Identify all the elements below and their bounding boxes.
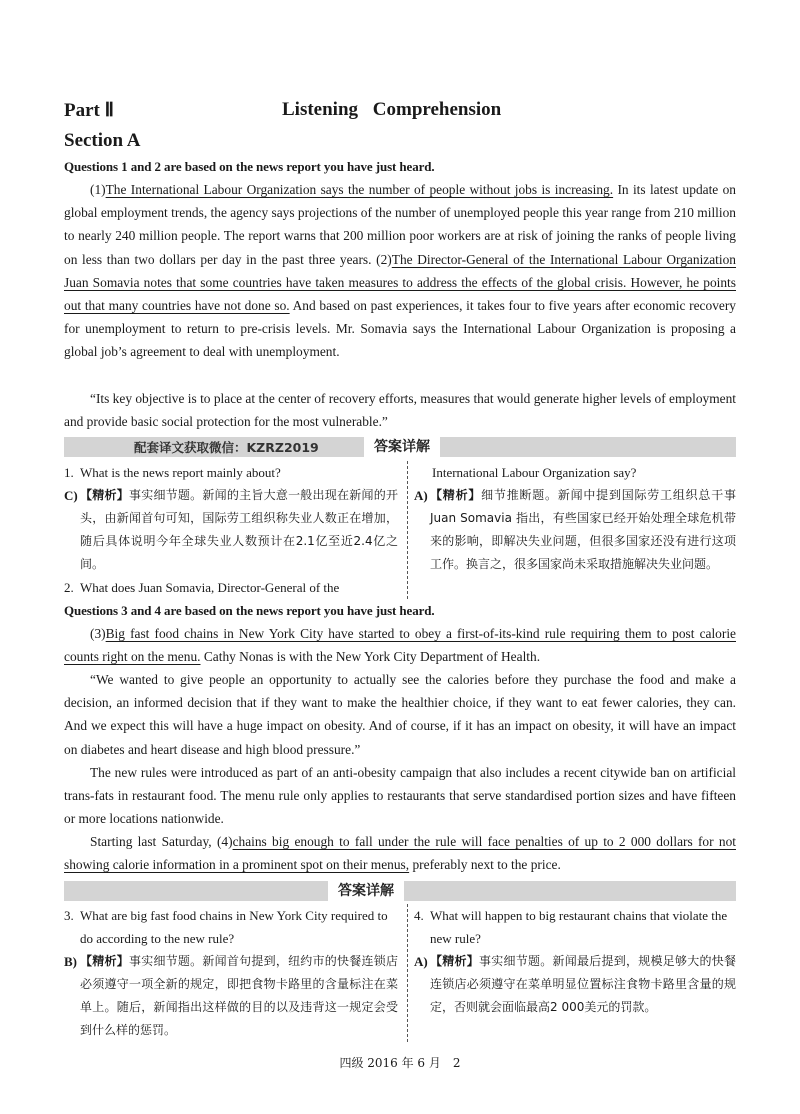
answers-1-left-column: [64, 461, 398, 599]
answer-3: [64, 950, 398, 1042]
news-report-1-paragraph: [64, 178, 736, 364]
answer-3-tag: 【精析】: [80, 954, 129, 968]
news-report-2-paragraph: [64, 622, 736, 668]
answer-2-tag: 【精析】: [430, 488, 482, 502]
marker-2: (2): [376, 251, 392, 267]
answer-3-text: 事实细节题。新闻首句提到，纽约市的快餐连锁店必须遵守一项全新的规定，即把食物卡路里的含量标注在菜单上。随后，新闻指出这样做的目的以及违背这一规定会受到什么样的惩罚。: [80, 954, 398, 1037]
answer-2: [414, 484, 736, 576]
marker-4: (4): [216, 834, 233, 849]
marker-1: (1): [90, 182, 106, 197]
key-sentence-3: Big fast food chains in New York City have started to obey a first-of-its-kind rule requiring them to post calorie counts right on the menu.: [64, 626, 736, 665]
key-sentence-1: The International Labour Organization says the number of people without jobs is increasing.: [105, 182, 614, 197]
report-1-text-a: In its latest update on global employment trends, the agency says projections of the number of unemployed people this year range from 210 million to nearly 240 million people. The report warns that 200 million poor workers are at risk of joining the ranks of people living on less than two dollars per day in the past three years.: [64, 182, 736, 267]
answers-1-right-column: [414, 461, 736, 576]
question-3: [64, 904, 398, 950]
answer-explanation-label-2: 答案详解: [328, 880, 404, 902]
question-4-text: What will happen to big restaurant chains that violate the new rule?: [430, 908, 728, 946]
answers-2-right-column: [414, 904, 736, 1019]
part-label: Part Ⅱ: [64, 100, 114, 121]
answer-2-text: 细节推断题。新闻中提到国际劳工组织总干事 Juan Somavia 指出，有些国家已经开始处理全球危机带来的影响，即解决失业问题，但很多国家还没有进行这项工作。换言之，很多国家尚未采取措施解决失业问题。: [430, 488, 736, 571]
news-report-2-quote: “We wanted to give people an opportunity to actually see the calories before they purchase the food and make a decision, an informed decision that if they want to make the healthier choice, if they want to eat fewer calories, they can. And we expect this will have a huge impact on obesity. And of course, if it has an impact on obesity, it will have an impact on diabetes and heart disease and high blood pressure.”: [64, 672, 736, 757]
news-report-1-quote: “Its key objective is to place at the center of recovery efforts, measures that would generate higher levels of employment and provide basic social protection for the most vulnerable.”: [64, 391, 736, 430]
question-2-text-left: What does Juan Somavia, Director-General of the: [80, 580, 340, 595]
question-1-number: 1.: [64, 465, 74, 480]
title-row: [64, 99, 744, 125]
question-3-number: 3.: [64, 908, 74, 923]
news-report-2-rules: The new rules were introduced as part of an anti-obesity campaign that also includes a recent citywide ban on artificial trans-fats in restaurant food. The menu rule only applies to restaurants that serve standardised portion sizes and have fifteen or more locations nationwide.: [64, 765, 736, 827]
questions-1-2-heading: Questions 1 and 2 are based on the news report you have just heard.: [64, 159, 435, 174]
answer-explanation-label: 答案详解: [364, 436, 440, 458]
news-report-2-penalty: [64, 830, 736, 876]
answer-2-letter: A): [414, 488, 428, 503]
answer-1-tag: 【精析】: [80, 488, 129, 502]
answers-2-left-column: [64, 904, 398, 1042]
question-2: [64, 576, 398, 599]
report-1-text-b: And based on past experiences, it takes four to five years after economic recovery for unemployment to return to pre-crisis levels. Mr. Somavia says the International Labour Organization is proposing a global job’s agreement to deal with unemployment.: [64, 298, 736, 360]
answer-bar-2: [64, 881, 736, 901]
answer-4-letter: A): [414, 954, 428, 969]
answer-4-tag: 【精析】: [430, 954, 479, 968]
questions-3-4-heading: Questions 3 and 4 are based on the news report you have just heard.: [64, 603, 435, 618]
answer-1-text: 事实细节题。新闻的主旨大意一般出现在新闻的开头，由新闻首句可知，国际劳工组织称失业人数正在增加，随后具体说明今年全球失业人数预计在2.1亿至近2.4亿之间。: [80, 488, 398, 571]
question-1-text: What is the news report mainly about?: [80, 465, 281, 480]
report-2-text-a: Cathy Nonas is with the New York City Department of Health.: [200, 649, 541, 665]
section-label: Section A: [64, 130, 141, 151]
report-2-text-c: preferably next to the price.: [409, 857, 561, 873]
answer-4-text: 事实细节题。新闻最后提到，规模足够大的快餐连锁店必须遵守在菜单明显位置标注食物卡路里含量的规定，否则就会面临最高2 000美元的罚款。: [430, 954, 736, 1014]
answer-bar-1: [64, 437, 736, 457]
key-sentence-2: The Director-General of the International Labour Organization Juan Somavia notes that some countries have taken measures to address the effects of the global crisis. However, he points out that many countries have not done so.: [64, 251, 737, 314]
page-footer: 四级 2016 年 6 月 2: [339, 1056, 461, 1070]
answer-4: [414, 950, 736, 1019]
question-2-number: 2.: [64, 580, 74, 595]
marker-3: (3): [90, 626, 106, 641]
answer-3-letter: B): [64, 954, 77, 969]
report-2-text-b: Starting last Saturday,: [90, 834, 217, 849]
answer-1-letter: C): [64, 488, 78, 503]
column-divider-2: [407, 904, 408, 1042]
question-1: [64, 461, 398, 484]
question-4: [414, 904, 736, 950]
page-title: Listening Comprehension: [282, 99, 502, 120]
promo-text: 配套译文获取微信：KZRZ2019: [134, 440, 319, 455]
question-2-continued: International Labour Organization say?: [432, 465, 637, 480]
question-4-number: 4.: [414, 908, 424, 923]
question-3-text: What are big fast food chains in New York City required to do according to the new rule?: [80, 908, 388, 946]
key-sentence-4: chains big enough to fall under the rule will face penalties of up to 2 000 dollars for not showing calorie information in a prominent spot on their menus,: [64, 834, 736, 873]
answer-1: [64, 484, 398, 576]
column-divider-1: [407, 461, 408, 599]
